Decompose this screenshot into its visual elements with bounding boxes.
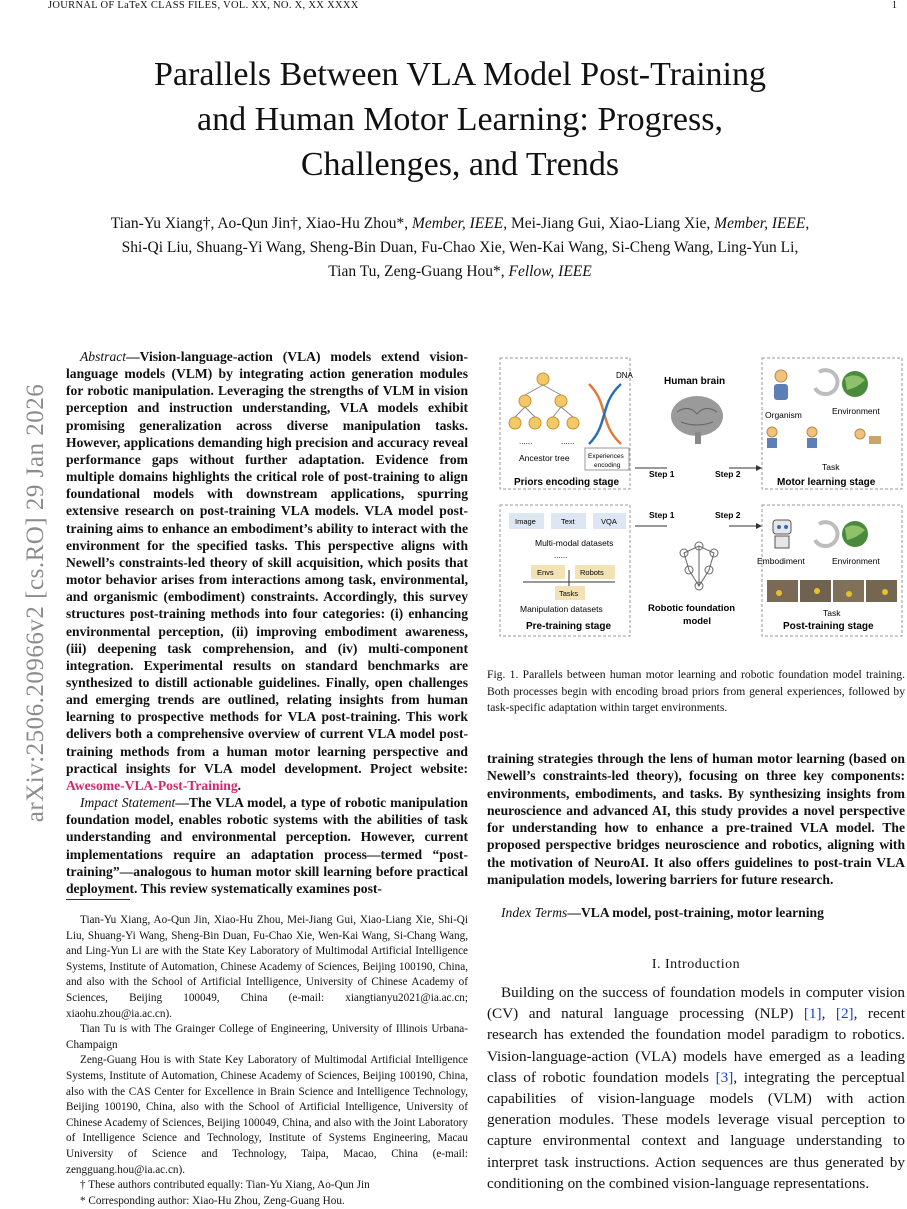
task-photos	[767, 580, 897, 602]
impact-statement	[66, 794, 468, 897]
environment-icon-bottom	[842, 521, 868, 547]
intro-text: ,	[821, 1005, 836, 1023]
title-line-3: Challenges, and Trends	[300, 146, 620, 183]
tree-dots: ......	[561, 437, 575, 446]
figure-1-diagram	[499, 348, 904, 638]
figure-caption: Fig. 1. Parallels between human motor learning and robotic foundation model training. Both processes begin with encoding broad priors from general experiences, followed by task-specific adaptation within target environments.	[487, 668, 905, 714]
intro-text: , integrating the perceptual capabilities of vision-language models (VLM) with action generation modules. These models leverage visual perception to capture environmental context and language understanding to interpret task instructions. Action sequences are thus generated by conditioning on the combined vision-language representations.	[487, 1068, 905, 1192]
motor-stage-label: Motor learning stage	[777, 477, 876, 488]
author-membership: Member, IEEE	[411, 215, 504, 232]
brain-icon	[671, 396, 723, 444]
envs-label: Envs	[537, 568, 554, 577]
multimodal-dots: ......	[554, 551, 568, 560]
author-membership: Member, IEEE	[714, 215, 806, 232]
index-terms-body: —VLA model, post-training, motor learning	[567, 905, 824, 920]
text-label: Text	[561, 517, 575, 526]
robot-icon	[773, 520, 791, 548]
dna-icon	[589, 384, 621, 444]
index-terms-lead: Index Terms	[501, 905, 568, 920]
author-list	[60, 212, 860, 284]
paper-title	[60, 52, 860, 187]
citation-link[interactable]: [3]	[715, 1068, 734, 1086]
task-icons	[767, 427, 881, 448]
task-label-bottom: Task	[823, 608, 841, 618]
abstract-end: .	[237, 777, 242, 793]
encoding-label: encoding	[594, 462, 621, 469]
robots-label: Robots	[580, 568, 604, 577]
index-terms	[487, 905, 905, 921]
arxiv-stamp: arXiv:2506.20966v2 [cs.RO] 29 Jan 2026	[22, 383, 49, 823]
environment-icon	[842, 371, 868, 397]
footnote-corresponding: * Corresponding author: Xiao-Hu Zhou, Zeng-Guang Hou.	[80, 1194, 345, 1207]
embodiment-label: Embodiment	[757, 556, 805, 566]
step-2-label-bottom: Step 2	[715, 510, 741, 520]
intro-text: , recent research has extended the foundation model paradigm to robotics. Vision-language-action (VLA) models have emerged as a leading class of robotic foundation models	[487, 1005, 905, 1086]
author-line-2: Shi-Qi Liu, Shuang-Yi Wang, Sheng-Bin Duan, Fu-Chao Xie, Wen-Kai Wang, Si-Cheng Wang, Ling-Yun Li,	[121, 239, 799, 256]
abstract-body: —Vision-language-action (VLA) models extend vision-language models (VLM) by integrating action generation modules for robotic manipulation. Leveraging the strengths of VLM in vision perception and instruction understanding, VLA models exhibit promising generalization across diverse manipulation tasks. However, applications demanding high precision and accuracy reveal performance gaps without further adaptation. Evidence from multiple domains highlights the critical role of post-training to align foundational models with downstream applications, spurring extensive research on post-training VLA models. VLA model post-training aims to enhance an embodiment’s ability to interact with the environment for the specified tasks. This perspective aligns with Newell’s constraints-led theory of skill acquisition, which posits that motor behavior arises from interactions among task, environmental, and organismic (embodiment) constraints. Accordingly, this survey structures post-training methods into four categories: (i) enhancing environmental perception, (ii) improving embodiment awareness, (iii) deepening task comprehension, and (iv) multi-component integration. Experimental results on standard benchmarks are synthesized to distill actionable guidelines. Finally, open challenges and emerging trends are outlined, relating insights from human learning to prospective methods for VLA post-training. This work delivers both a comprehensive overview of current VLA model post-training methods from a human motor learning perspective and practical insights for VLA model development. Project website:	[66, 349, 468, 776]
environment-label-top: Environment	[832, 406, 880, 416]
footnote-affiliation-1: Tian-Yu Xiang, Ao-Qun Jin, Xiao-Hu Zhou, Mei-Jiang Gui, Xiao-Liang Xie, Shi-Qi Liu, Shuang-Yi Wang, Sheng-Bin Duan, Fu-Chao Xie, Wen-Kai Wang, Si-Chang Wang, and Ling-Yun Li are with the State Key Laboratory of Multimodal Artificial Intelligence Systems, Institute of Automation, Chinese Academy of Sciences, Beijing 100190, China, and also with the School of Artificial Intelligence, University of Chinese Academy of Sciences, Beijing 100049, China (e-mail: xiangtianyu2021@ia.ac.cn; xiaohu.zhou@ia.ac.cn).	[66, 914, 468, 1020]
title-line-1: Parallels Between VLA Model Post-Training	[154, 56, 766, 93]
tasks-label: Tasks	[559, 589, 579, 598]
footnote-affiliation-3: Zeng-Guang Hou is with State Key Laboratory of Multimodal Artificial Intelligence Systems, Institute of Automation, Chinese Academy of Sciences, Beijing 100190, China, also with the CAS Center for Excellence in Brain Science and Intelligence Technology, Beijing 100190, China, also with the School of Artificial Intelligence, University of Chinese Academy of Sciences, Beijing 100049, China, and also with the Joint Laboratory of Intelligence Science and Technology, Institute of Systems Engineering, Macau University of Science and Technology, Taipa, Macao, China (e-mail: zengguang.hou@ia.ac.cn).	[66, 1054, 468, 1176]
tree-dots: ......	[519, 437, 533, 446]
impact-body: —The VLA model, a type of robotic manipulation foundation model, enables robotic systems with the abilities of task understanding and environmental perception. However, current implementations require an adaptation process—termed “post-training”—analogous to human motor skill learning before practical deployment. This review systematically examines post-	[66, 795, 468, 896]
author-names: ,	[805, 215, 810, 232]
priors-stage-label: Priors encoding stage	[514, 477, 620, 488]
intro-text: Building on the success of foundation models in computer vision (CV) and natural language processing (NLP)	[487, 984, 905, 1023]
ancestor-tree-label: Ancestor tree	[519, 453, 570, 463]
author-line-1	[60, 212, 860, 236]
author-membership: Fellow, IEEE	[508, 263, 592, 280]
model-label: model	[683, 616, 711, 627]
multimodal-label: Multi-modal datasets	[535, 538, 614, 548]
dna-label: DNA	[616, 371, 633, 380]
footnote-equal-contribution: † These authors contributed equally: Tian-Yu Xiang, Ao-Qun Jin	[80, 1179, 370, 1192]
step-1-label-top: Step 1	[649, 469, 675, 479]
human-brain-label: Human brain	[664, 376, 726, 387]
environment-label-bottom: Environment	[832, 556, 880, 566]
journal-header: JOURNAL OF LaTeX CLASS FILES, VOL. XX, NO. X, XX XXXX	[48, 0, 359, 11]
robotic-foundation-label: Robotic foundation	[648, 603, 736, 614]
citation-link[interactable]: [2]	[835, 1005, 854, 1023]
section-heading-introduction: I. Introduction	[651, 957, 741, 972]
page-number: 1	[891, 0, 897, 11]
author-names: Tian Tu, Zeng-Guang Hou*,	[328, 263, 509, 280]
figure-1	[499, 348, 904, 638]
author-names: Tian-Yu Xiang†, Ao-Qun Jin†, Xiao-Hu Zhou*,	[110, 215, 412, 232]
cycle-icon	[815, 370, 837, 394]
organism-label: Organism	[765, 410, 802, 420]
abstract	[66, 348, 468, 897]
image-label: Image	[515, 517, 536, 526]
neural-network-icon	[680, 542, 718, 590]
posttrain-stage-label: Post-training stage	[783, 621, 874, 632]
citation-link[interactable]: [1]	[803, 1005, 822, 1023]
introduction-paragraph	[487, 982, 905, 1194]
impact-lead: Impact Statement	[80, 795, 176, 811]
footnote-rule	[66, 899, 130, 900]
abstract-paragraph	[66, 348, 468, 794]
title-line-2: and Human Motor Learning: Progress,	[197, 101, 723, 138]
organism-icon	[774, 370, 788, 400]
task-label-top: Task	[822, 462, 840, 472]
vqa-label: VQA	[601, 517, 617, 526]
step-2-label-top: Step 2	[715, 469, 741, 479]
impact-continued: training strategies through the lens of human motor learning (based on Newell’s constraints-led theory), focusing on three key components: environments, embodiments, and tasks. By synthesizing insights from neuroscience and advanced AI, this study provides a novel perspective for understanding how to enhance a pre-trained VLA model. The proposed perspective bridges neuroscience and robotics, aligning with the motivation of NeuroAI. It also offers guidelines to post-train VLA manipulation models, lowering barriers for future research.	[487, 751, 905, 888]
author-line-3	[60, 260, 860, 284]
step-1-label-bottom: Step 1	[649, 510, 675, 520]
manip-label: Manipulation datasets	[520, 604, 603, 614]
cycle-icon-bottom	[815, 522, 837, 546]
footnotes	[66, 913, 468, 1209]
author-names: , Mei-Jiang Gui, Xiao-Liang Xie,	[503, 215, 715, 232]
abstract-lead: Abstract	[80, 349, 127, 364]
footnote-affiliation-2: Tian Tu is with The Grainger College of Engineering, University of Illinois Urbana-Champaign	[66, 1023, 468, 1051]
project-link[interactable]: Awesome-VLA-Post-Training	[66, 777, 238, 793]
ancestor-tree-icon	[509, 373, 579, 429]
experiences-label: Experiences	[588, 453, 624, 460]
pretrain-stage-label: Pre-training stage	[526, 621, 612, 632]
